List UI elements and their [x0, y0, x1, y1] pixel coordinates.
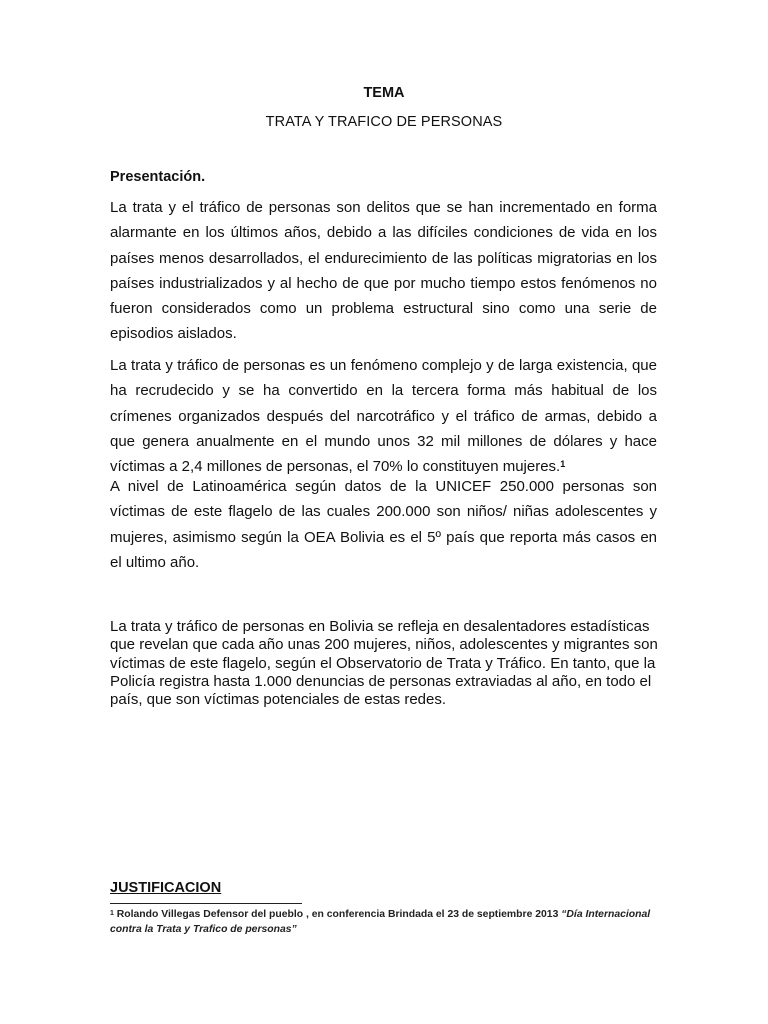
footnote-separator — [110, 903, 302, 904]
section-heading-justificacion: JUSTIFICACION — [110, 880, 222, 896]
paragraph-4-text: La trata y tráfico de personas en Bolivia se refleja en desalentadores estadísticas que revelan que cada año unas 200 mujeres, niños, adolescentes y migrantes son víctimas de este flagelo, según el Observatorio de Trata y Tráfico. En tanto, que la Policía registra hasta 1.000 denuncias de personas extraviadas al año, en todo el país, que son víctimas potenciales de estas redes. — [110, 618, 658, 709]
footnote-reference[interactable]: 1 — [560, 459, 566, 470]
paragraph-2-text: La trata y tráfico de personas es un fenómeno complejo y de larga existencia, que ha recrudecido y se ha convertido en la tercera forma más habitual de los crímenes organizados después del narcotráfico y el tráfico de armas, debido a que genera anualmente en el mundo unos 32 mil millones de dólares y hace víctimas a 2,4 millones de personas, el 70% lo constituyen mujeres. — [110, 357, 657, 476]
paragraph-1 — [110, 195, 657, 347]
paragraph-1-text: La trata y el tráfico de personas son delitos que se han incrementado en forma alarmante en los últimos años, debido a las difíciles condiciones de vida en los países menos desarrollados, el endurecimiento de las políticas migratorias en los países industrializados y al hecho de que por mucho tiempo estos fenómenos no fueron considerados como un problema estructural sino como una serie de episodios aislados. — [110, 199, 657, 343]
footnote-number: 1 — [110, 910, 114, 917]
document-title: TRATA Y TRAFICO DE PERSONAS — [265, 114, 503, 130]
footnote-text: Rolando Villegas Defensor del pueblo , en conferencia Brindada el 23 de septiembre 2013 — [113, 909, 562, 920]
paragraph-4 — [110, 618, 660, 709]
paragraph-3-text: A nivel de Latinoamérica según datos de la UNICEF 250.000 personas son víctimas de este flagelo de las cuales 200.000 son niños/ niñas adolescentes y mujeres, asimismo según la OEA Bolivia es el 5º país que reporta más casos en el ultimo año. — [110, 478, 657, 571]
footnote — [110, 907, 670, 937]
footnote-italic-title: “Día Internacional contra la Trata y Trafico de personas” — [110, 909, 651, 935]
document-tema-label: TEMA — [363, 85, 405, 101]
section-heading-presentacion: Presentación. — [110, 169, 206, 185]
paragraph-3 — [110, 474, 657, 575]
paragraph-2 — [110, 353, 657, 479]
